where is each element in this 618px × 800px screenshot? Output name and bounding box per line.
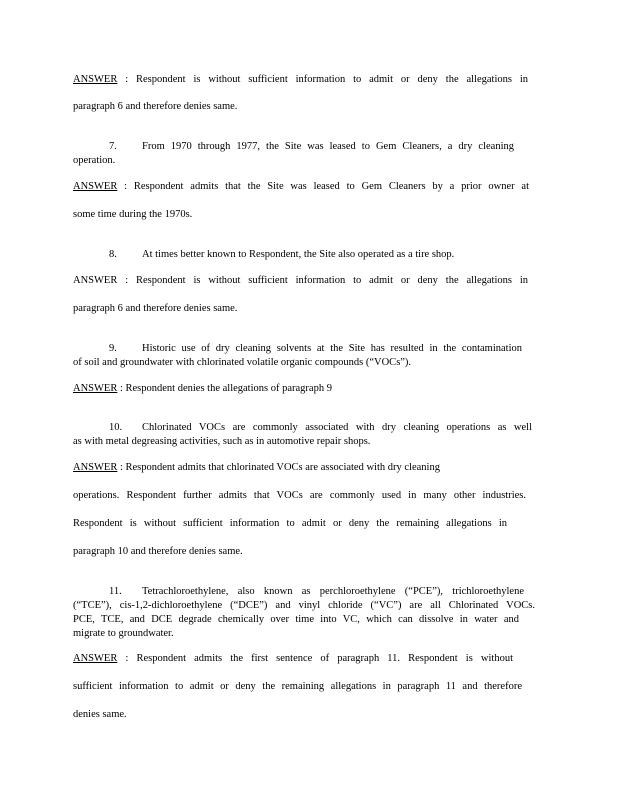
answer-10-line-3: Respondent is without sufficient information to admit or deny the remaining allegations in: [73, 518, 507, 529]
paragraph-10-number: 10.: [109, 422, 123, 433]
paragraph-11-line-1: Tetrachloroethylene, also known as perchloroethylene (“PCE”), trichloroethylene: [142, 586, 524, 597]
paragraph-8-line-1: At times better known to Respondent, the Site also operated as a tire shop.: [142, 249, 455, 260]
answer-8-line-2: paragraph 6 and therefore denies same.: [73, 303, 238, 314]
paragraph-7-line-2: operation.: [73, 155, 116, 166]
answer-7-line-2: some time during the 1970s.: [73, 209, 193, 220]
answer-11-line-1: ANSWER : Respondent admits the first sentence of paragraph 11. Respondent is without: [73, 653, 513, 664]
answer-label: ANSWER: [73, 74, 118, 85]
answer-10-line-1: ANSWER : Respondent admits that chlorinated VOCs are associated with dry cleaning: [73, 462, 440, 473]
answer-label: ANSWER: [73, 181, 118, 192]
paragraph-9-number: 9.: [109, 343, 117, 354]
answer-11-line-3: denies same.: [73, 709, 127, 720]
answer-9-line-1: ANSWER : Respondent denies the allegations of paragraph 9: [73, 383, 332, 394]
answer-label: ANSWER: [73, 383, 118, 394]
paragraph-7-number: 7.: [109, 141, 117, 152]
paragraph-11-line-2: (“TCE”), cis-1,2-dichloroethylene (“DCE”) and vinyl chloride (“VC”) are all Chlorinated VOCs.: [73, 600, 535, 611]
answer-label: ANSWER: [73, 653, 118, 664]
paragraph-10-line-2: as with metal degreasing activities, such as in automotive repair shops.: [73, 436, 371, 447]
answer-10-line-2: operations. Respondent further admits that VOCs are commonly used in many other industries.: [73, 490, 526, 501]
answer-11-line-2: sufficient information to admit or deny the remaining allegations in paragraph 11 and therefore: [73, 681, 522, 692]
answer-8-line-1: ANSWER : Respondent is without sufficient information to admit or deny the allegations in: [73, 275, 529, 286]
paragraph-11-line-3: PCE, TCE, and DCE degrade chemically over time into VC, which can dissolve in water and: [73, 614, 519, 625]
paragraph-8-number: 8.: [109, 249, 117, 260]
answer-6-line-1: ANSWER : Respondent is without sufficient information to admit or deny the allegations in: [73, 74, 529, 85]
paragraph-11-number: 11.: [109, 586, 122, 597]
answer-10-line-4: paragraph 10 and therefore denies same.: [73, 546, 243, 557]
paragraph-11-line-4: migrate to groundwater.: [73, 628, 174, 639]
paragraph-7-line-1: From 1970 through 1977, the Site was leased to Gem Cleaners, a dry cleaning: [142, 141, 514, 152]
paragraph-9-line-1: Historic use of dry cleaning solvents at the Site has resulted in the contamination: [142, 343, 522, 354]
answer-7-line-1: ANSWER : Respondent admits that the Site was leased to Gem Cleaners by a prior owner at: [73, 181, 529, 192]
answer-label: ANSWER: [73, 462, 118, 473]
answer-label: ANSWER: [73, 275, 118, 286]
answer-6-line-2: paragraph 6 and therefore denies same.: [73, 101, 238, 112]
paragraph-9-line-2: of soil and groundwater with chlorinated volatile organic compounds (“VOCs”).: [73, 357, 412, 368]
paragraph-10-line-1: Chlorinated VOCs are commonly associated with dry cleaning operations as well: [142, 422, 532, 433]
